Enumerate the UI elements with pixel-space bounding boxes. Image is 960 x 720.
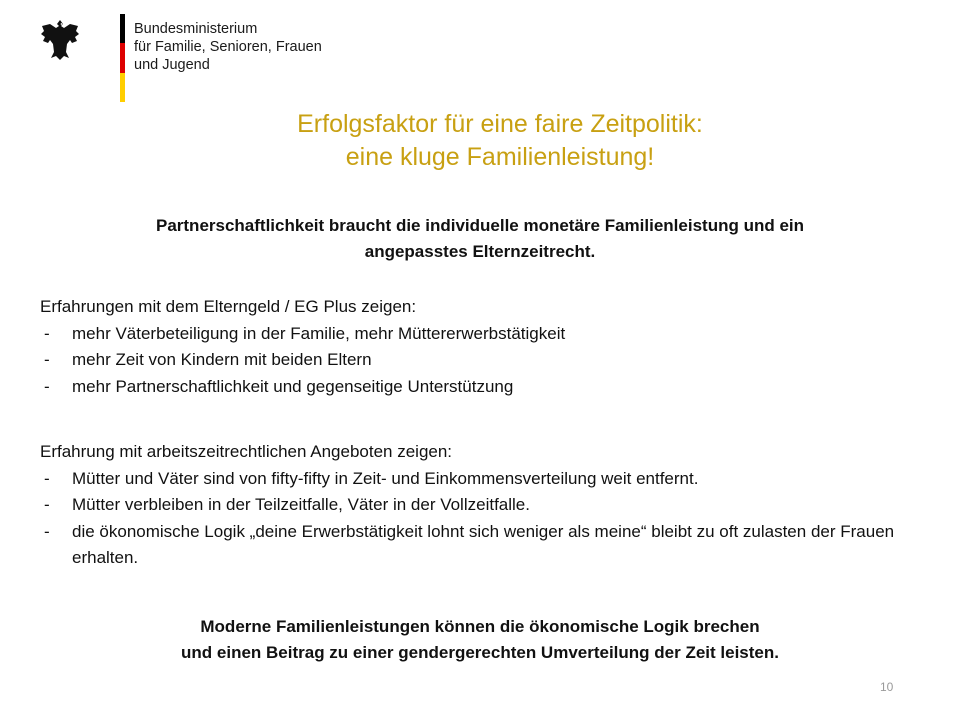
- bullet-dash: -: [44, 495, 50, 514]
- bullet-text: Mütter und Väter sind von fifty-fifty in Zeit- und Einkommensverteilung weit entfernt.: [72, 468, 699, 488]
- closing-line-2: und einen Beitrag zu einer gendergerechten Umverteilung der Zeit leisten.: [181, 643, 779, 662]
- ministry-line: Bundesministerium: [134, 21, 258, 37]
- title-line-1: Erfolgsfaktor für eine faire Zeitpolitik:: [297, 110, 703, 138]
- ministry-logo: [40, 14, 322, 104]
- section-heading: Erfahrung mit arbeitszeitrechtlichen Angeboten zeigen:: [40, 442, 453, 461]
- federal-eagle-icon: [40, 18, 80, 62]
- flag-red-stripe: [120, 43, 125, 72]
- title-line-2: eine kluge Familienleistung!: [345, 143, 655, 171]
- intro-statement: [40, 213, 920, 265]
- bullet-dash: -: [44, 323, 50, 343]
- bullet-text: die ökonomische Logik „deine Erwerbstätigkeit lohnt sich weniger als meine“ bleibt zu oft zulasten der Frauen erhalten.: [72, 521, 895, 567]
- list-item: [40, 519, 945, 572]
- closing-statement: [40, 614, 920, 666]
- bullet-dash: -: [44, 350, 50, 369]
- bullet-text: mehr Partnerschaftlichkeit und gegenseitige Unterstützung: [72, 376, 514, 396]
- flag-black-stripe: [120, 14, 125, 43]
- bullet-text: mehr Zeit von Kindern mit beiden Eltern: [72, 350, 372, 369]
- section-heading: Erfahrungen mit dem Elterngeld / EG Plus zeigen:: [40, 297, 417, 316]
- ministry-line: für Familie, Senioren, Frauen: [134, 39, 322, 55]
- bullet-dash: -: [44, 468, 50, 488]
- closing-line-1: Moderne Familienleistungen können die ökonomische Logik brechen: [200, 617, 760, 636]
- list-item: [40, 492, 945, 519]
- ministry-name: [134, 20, 322, 74]
- ministry-line: und Jugend: [134, 57, 210, 73]
- list-item: [40, 347, 945, 374]
- list-item: [40, 466, 945, 493]
- list-item: [40, 374, 945, 401]
- bullet-dash: -: [44, 521, 50, 541]
- bullet-text: mehr Väterbeteiligung in der Familie, mehr Müttererwerbstätigkeit: [72, 323, 566, 343]
- slide-title: [200, 108, 800, 174]
- bullet-text: Mütter verbleiben in der Teilzeitfalle, Väter in der Vollzeitfalle.: [72, 495, 530, 514]
- flag-stripe: [120, 14, 125, 102]
- flag-gold-stripe: [120, 73, 125, 102]
- bullet-dash: -: [44, 376, 50, 396]
- page-number: 10: [880, 680, 894, 694]
- section-parental-allowance: [40, 294, 945, 400]
- intro-line-1: Partnerschaftlichkeit braucht die individuelle monetäre Familienleistung und ein: [155, 216, 805, 235]
- intro-line-2: angepasstes Elternzeitrecht.: [364, 242, 596, 261]
- list-item: [40, 321, 945, 348]
- section-working-time-law: [40, 439, 945, 572]
